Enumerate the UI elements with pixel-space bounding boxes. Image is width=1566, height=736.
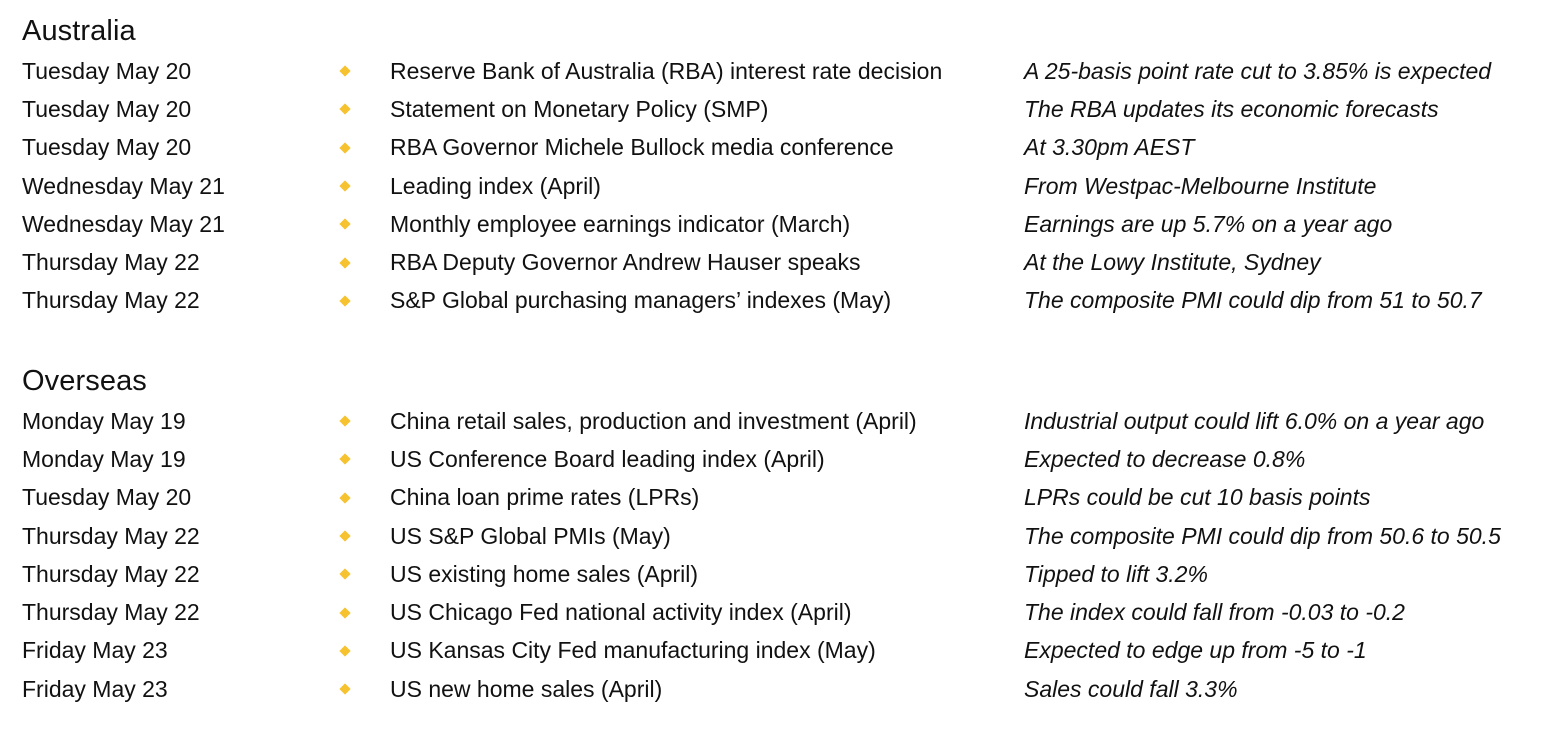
calendar-row (22, 670, 1552, 708)
event-date: Tuesday May 20 (22, 57, 192, 84)
diamond-bullet-icon (330, 52, 390, 90)
diamond-bullet-icon (330, 167, 390, 205)
calendar-row (22, 632, 1552, 670)
overseas-section-title: Overseas (22, 365, 147, 397)
diamond-bullet-icon (330, 670, 390, 708)
event-note: The index could fall from -0.03 to -0.2 (1024, 599, 1405, 626)
event-name: RBA Deputy Governor Andrew Hauser speaks (390, 249, 861, 276)
event-date: Tuesday May 20 (22, 134, 192, 161)
event-name: China retail sales, production and investment (April) (390, 407, 917, 434)
diamond-bullet-icon (330, 440, 390, 478)
event-note: Sales could fall 3.3% (1024, 675, 1238, 702)
event-note: Tipped to lift 3.2% (1024, 560, 1208, 587)
diamond-bullet-icon (330, 205, 390, 243)
event-date: Thursday May 22 (22, 599, 200, 626)
event-date: Monday May 19 (22, 445, 186, 472)
calendar-row (22, 282, 1552, 320)
event-note: The RBA updates its economic forecasts (1024, 95, 1439, 122)
event-note: At 3.30pm AEST (1024, 134, 1195, 161)
event-name: S&P Global purchasing managers’ indexes (May) (390, 287, 892, 314)
diamond-bullet-icon (330, 243, 390, 281)
australia-section (22, 12, 1552, 320)
event-date: Friday May 23 (22, 637, 168, 664)
calendar-row (22, 52, 1552, 90)
diamond-bullet-icon (330, 90, 390, 128)
event-note: LPRs could be cut 10 basis points (1024, 484, 1371, 511)
event-note: The composite PMI could dip from 51 to 50.7 (1024, 287, 1482, 314)
event-name: US existing home sales (April) (390, 560, 699, 587)
event-name: Monthly employee earnings indicator (March) (390, 210, 851, 237)
diamond-bullet-icon (330, 632, 390, 670)
event-date: Thursday May 22 (22, 249, 200, 276)
event-date: Wednesday May 21 (22, 172, 225, 199)
event-name: US Kansas City Fed manufacturing index (May) (390, 637, 876, 664)
event-date: Thursday May 22 (22, 522, 200, 549)
australia-section-title: Australia (22, 15, 136, 47)
event-note: The composite PMI could dip from 50.6 to 50.5 (1024, 522, 1501, 549)
diamond-bullet-icon (330, 402, 390, 440)
diamond-bullet-icon (330, 593, 390, 631)
event-date: Thursday May 22 (22, 560, 200, 587)
diamond-bullet-icon (330, 282, 390, 320)
event-note: From Westpac-Melbourne Institute (1024, 172, 1377, 199)
event-date: Tuesday May 20 (22, 484, 192, 511)
event-name: US S&P Global PMIs (May) (390, 522, 671, 549)
calendar-row (22, 243, 1552, 281)
calendar-row (22, 517, 1552, 555)
event-name: Leading index (April) (390, 172, 601, 199)
calendar-row (22, 167, 1552, 205)
australia-calendar-list (22, 52, 1552, 320)
event-date: Wednesday May 21 (22, 210, 225, 237)
event-name: Statement on Monetary Policy (SMP) (390, 95, 769, 122)
calendar-row (22, 479, 1552, 517)
event-name: Reserve Bank of Australia (RBA) interest rate decision (390, 57, 943, 84)
event-note: Earnings are up 5.7% on a year ago (1024, 210, 1393, 237)
calendar-row (22, 129, 1552, 167)
overseas-section (22, 362, 1552, 708)
event-name: US Conference Board leading index (April) (390, 445, 825, 472)
event-name: US Chicago Fed national activity index (April) (390, 599, 852, 626)
event-name: RBA Governor Michele Bullock media conference (390, 134, 894, 161)
diamond-bullet-icon (330, 479, 390, 517)
calendar-row (22, 555, 1552, 593)
diamond-bullet-icon (330, 555, 390, 593)
event-note: Industrial output could lift 6.0% on a year ago (1024, 407, 1485, 434)
event-note: Expected to edge up from -5 to -1 (1024, 637, 1367, 664)
event-name: US new home sales (April) (390, 675, 663, 702)
event-note: Expected to decrease 0.8% (1024, 445, 1306, 472)
event-date: Tuesday May 20 (22, 95, 192, 122)
diamond-bullet-icon (330, 517, 390, 555)
event-note: A 25-basis point rate cut to 3.85% is expected (1024, 57, 1492, 84)
event-date: Monday May 19 (22, 407, 186, 434)
calendar-row (22, 205, 1552, 243)
calendar-row (22, 90, 1552, 128)
calendar-row (22, 402, 1552, 440)
overseas-calendar-list (22, 402, 1552, 708)
event-note: At the Lowy Institute, Sydney (1024, 249, 1321, 276)
diamond-bullet-icon (330, 129, 390, 167)
event-date: Thursday May 22 (22, 287, 200, 314)
event-date: Friday May 23 (22, 675, 168, 702)
event-name: China loan prime rates (LPRs) (390, 484, 700, 511)
calendar-row (22, 440, 1552, 478)
calendar-row (22, 593, 1552, 631)
